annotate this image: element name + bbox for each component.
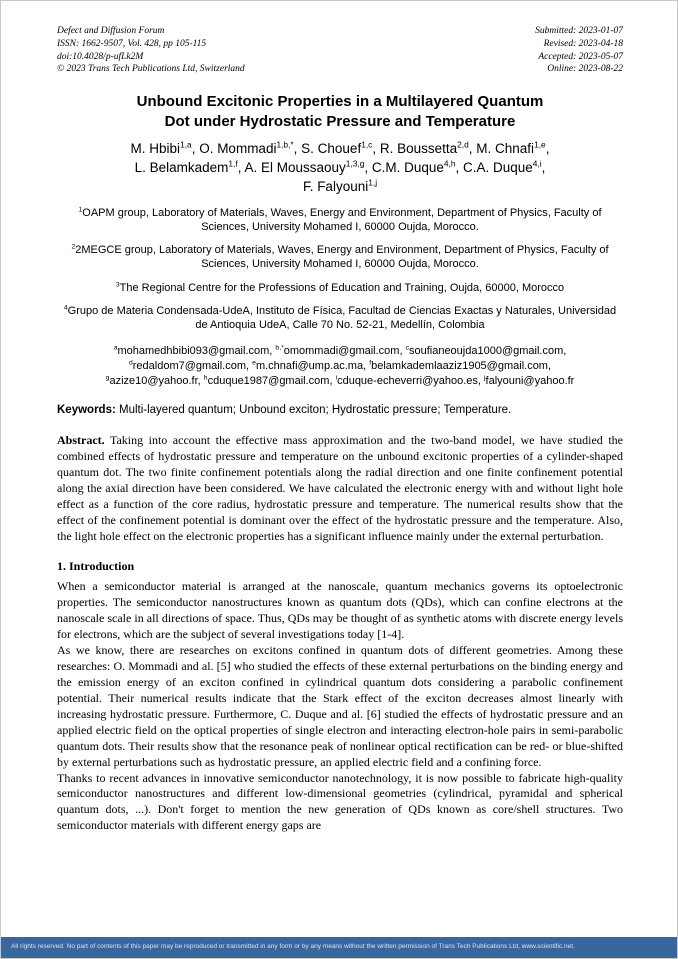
section-heading-introduction: 1. Introduction xyxy=(57,559,135,574)
journal-name: Defect and Diffusion Forum xyxy=(57,26,165,36)
journal-info xyxy=(57,25,245,76)
author-line-1: M. Hbibi$^{1,a}$, O. Mommadi$^{1,b,*}$, S. Chouef$^{1,c}$, R. Boussetta$^{2,d}$, M. Chnafi$^{1,e}$, xyxy=(130,139,550,156)
author-emails xyxy=(57,344,623,389)
abstract xyxy=(57,433,623,545)
paper-title-line-1: Unbound Excitonic Properties in a Multilayered Quantum xyxy=(136,93,544,111)
doi-line: doi:10.4028/p-ufLk2M xyxy=(57,51,144,62)
online-date: Online: 2023-08-22 xyxy=(547,64,623,75)
paper-title-line-2: Dot under Hydrostatic Pressure and Temperature xyxy=(164,113,516,131)
emails-line-2: $^d$redaldom7@gmail.com, $^e$m.chnafi@ump.ac.ma, $^f$belamkademlaaziz1905@gmail.com, xyxy=(128,358,552,372)
paper-title xyxy=(57,92,623,132)
affiliation-1: $^1$OAPM group, Laboratory of Materials, Waves, Energy and Environment, Department of Physics, Faculty of Sciences, University Mohamed I, 60000 Oujda, Morocco. xyxy=(78,205,602,233)
intro-paragraph-1: When a semiconductor material is arranged at the nanoscale, quantum mechanics governs its optoelectronic properties. The semiconductor nanostructures known as quantum dots (QDs), which can confine electrons at the nanoscale scale in all directions of space. Thus, QDs may be thought of as synthetic atoms with discrete energy levels for electrons, which are the subject of several investigations today [1-4]. xyxy=(57,579,623,641)
author-line-2: L. Belamkadem$^{1,f}$, A. El Moussaouy$^{1,3,g}$, C.M. Duque$^{4,h}$, C.A. Duque$^{4,i}$, xyxy=(134,158,546,175)
affiliation-2: $^2$2MEGCE group, Laboratory of Materials, Waves, Energy and Environment, Department of Physics, Faculty of Sciences, University Mohamed I, 60000 Oujda, Morocco. xyxy=(71,243,609,271)
emails-line-3: $^g$azize10@yahoo.fr, $^h$cduque1987@gmail.com, $^i$cduque-echeverri@yahoo.es, $^j$falyouni@yahoo.fr xyxy=(105,373,575,387)
copyright-line: © 2023 Trans Tech Publications Ltd, Switzerland xyxy=(57,64,245,75)
emails-line-1: $^a$mohamedhbibi093@gmail.com, $^{b,*}$omommadi@gmail.com, $^c$soufianeoujda1000@gmail.com, xyxy=(113,343,567,357)
page-header xyxy=(57,25,623,76)
submitted-date: Submitted: 2023-01-07 xyxy=(535,26,623,36)
keywords-label: Keywords: xyxy=(57,404,116,417)
license-text: All rights reserved. No part of contents of this paper may be reproduced or transmitted in any form or by any means without the written permission of Trans Tech Publications Ltd, www.scientific.net. xyxy=(11,943,575,951)
keywords-line xyxy=(57,403,623,418)
revised-date: Revised: 2023-04-18 xyxy=(543,38,623,49)
submission-dates xyxy=(535,25,623,76)
author-list xyxy=(57,140,623,197)
affiliation-4: $^4$Grupo de Materia Condensada-UdeA, Instituto de Física, Facultad de Ciencias Exactas y Naturales, Universidad de Antioquia UdeA, Calle 70 No. 52-21, Medellín, Colombia xyxy=(63,304,617,332)
issn-volume-line: ISSN: 1662-9507, Vol. 428, pp 105-115 xyxy=(57,38,207,49)
accepted-date: Accepted: 2023-05-07 xyxy=(538,51,623,62)
keywords-text: Multi-layered quantum; Unbound exciton; Hydrostatic pressure; Temperature. xyxy=(115,404,512,417)
affiliation-3: $^3$The Regional Centre for the Professions of Education and Training, Oujda, 60000, Morocco xyxy=(115,281,565,294)
license-footer-bar xyxy=(1,937,677,958)
abstract-label: Abstract. xyxy=(57,433,105,448)
intro-paragraph-3: Thanks to recent advances in innovative semiconductor nanotechnology, it is now possible to fabricate high-quality semiconductor nanostructures and different low-dimensional geometries (cylindrical, pyramidal and spherical quantum dots, ...). Don't forget to mention the new generation of QDs known as core/shell structures. Two semiconductor materials with different energy gaps are xyxy=(57,770,623,833)
abstract-text: Taking into account the effective mass approximation and the two-band model, we have studied the combined effects of hydrostatic pressure and temperature on the unbound excitonic properties of a cylinder-shaped quantum dot. The two finite confinement potentials along the radial direction and one finite confinement potential along the axial direction have been considered. We have calculated the electronic energy with and without light hole effect as a function of the core radius, hydrostatic pressure and temperature. The numerical results show that the effect of the confinement potential is dominant over the effect of the hydrostatic pressure and the temperature. Also, the light hole effect on the electronic properties has a significant influence mainly under the external perturbation. xyxy=(57,433,623,544)
intro-paragraph-2: As we know, there are researches on excitons confined in quantum dots of different geometries. Among these researches: O. Mommadi and al. [5] who studied the effects of these external perturbations on the binding energy and the emission energy of an exciton confined in cylindrical quantum dots considering a parabolic confinement potential. Their numerical results indicate that the Stark effect of the exciton decreases almost linearly with increasing hydrostatic pressure. Furthermore, C. Duque and al. [6] studied the effects of hydrostatic pressure and an applied electric field on the optical properties of single electron and interacting electron-hole pairs in semi-parabolic quantum dots. Their results show that the resonance peak of nonlinear optical rectification can be red- or blue-shifted by external perturbations such as hydrostatic pressure, an applied electric field and a confining force. xyxy=(57,642,623,769)
author-line-3: F. Falyouni$^{1,j}$ xyxy=(302,177,378,194)
